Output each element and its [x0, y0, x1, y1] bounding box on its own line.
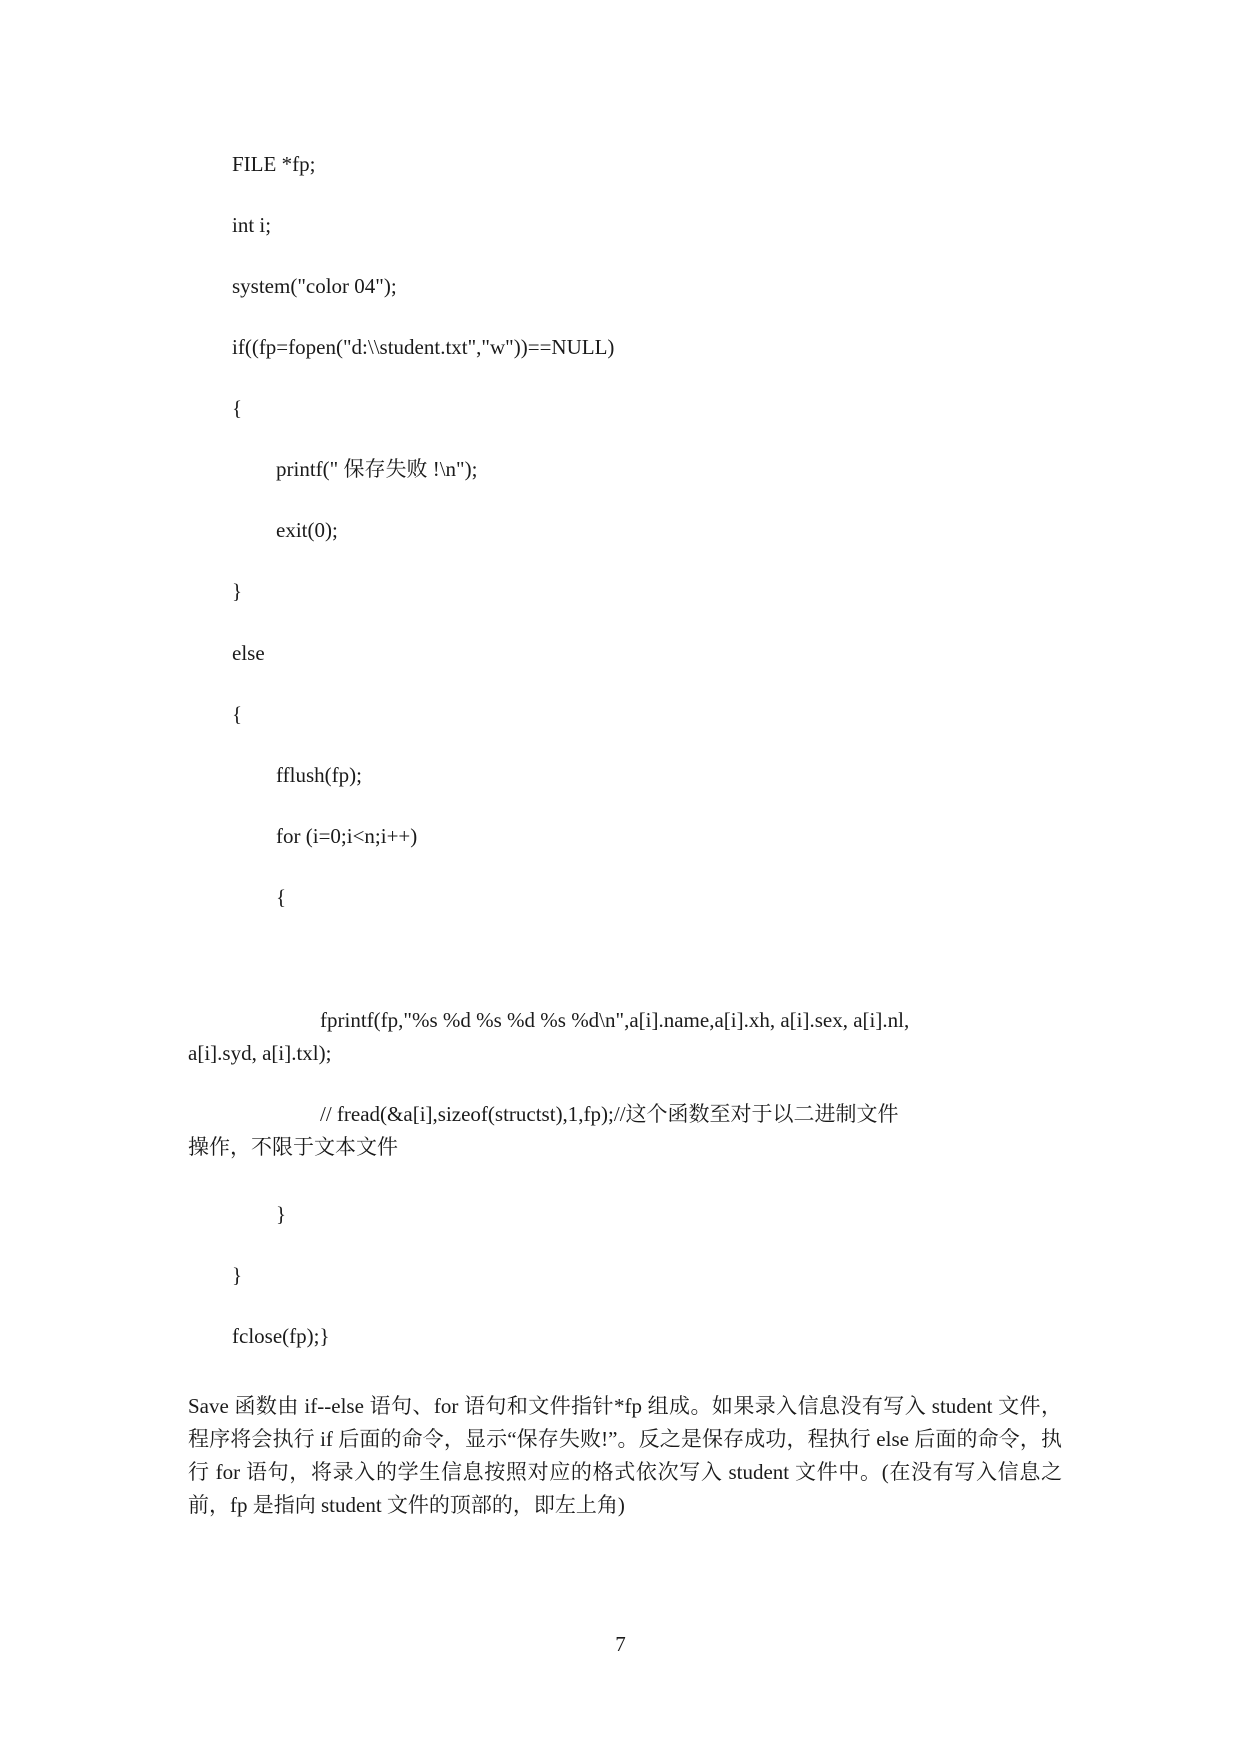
code-line-fread-comment-cont: 操作，不限于文本文件: [188, 1135, 398, 1159]
code-line-open-brace-else: {: [232, 702, 243, 726]
code-line-printf-fail: printf(" 保存失败 !\n");: [276, 457, 478, 481]
code-line-fflush: fflush(fp);: [276, 763, 362, 787]
code-line-system-color: system("color 04");: [232, 274, 397, 298]
code-line-fread-comment-first: // fread(&a[i],sizeof(structst),1,fp);//这个函数至对于以二进制文件: [320, 1102, 899, 1126]
code-line-file-pointer: FILE *fp;: [232, 152, 316, 176]
code-line-fprintf: [188, 1004, 1068, 1070]
code-line-fprintf-cont: a[i].syd, a[i].txl);: [188, 1041, 332, 1065]
code-line-for-loop: for (i=0;i<n;i++): [276, 824, 418, 848]
code-line-int-i: int i;: [232, 213, 272, 237]
code-line-fclose: fclose(fp);}: [232, 1324, 330, 1348]
code-line-else: else: [232, 641, 265, 665]
code-line-close-brace-else: }: [232, 1263, 243, 1287]
code-line-exit: exit(0);: [276, 518, 338, 542]
code-line-if-fopen: if((fp=fopen("d:\\student.txt","w"))==NULL): [232, 335, 615, 359]
code-line-close-brace: }: [232, 579, 243, 603]
explanation-paragraph: Save 函数由 if--else 语句、for 语句和文件指针*fp 组成。如果录入信息没有写入 student 文件，程序将会执行 if 后面的命令，显示“保存失败!”。反之是保存成功，程执行 else 后面的命令，执行 for 语句，将录入的学生信息按照对应的格式依次写入 student 文件中。(在没有写入信息之前，fp 是指向 student 文件的顶部的，即左上角): [188, 1394, 1062, 1517]
code-line-open-brace: {: [232, 396, 243, 420]
code-line-fread-comment: [188, 1098, 1068, 1164]
code-line-close-brace-for: }: [276, 1202, 287, 1226]
code-line-open-brace-for: {: [276, 885, 287, 909]
page-number: 7: [615, 1632, 626, 1656]
code-line-fprintf-first: fprintf(fp,"%s %d %s %d %s %d\n",a[i].name,a[i].xh, a[i].sex, a[i].nl,: [320, 1008, 910, 1032]
